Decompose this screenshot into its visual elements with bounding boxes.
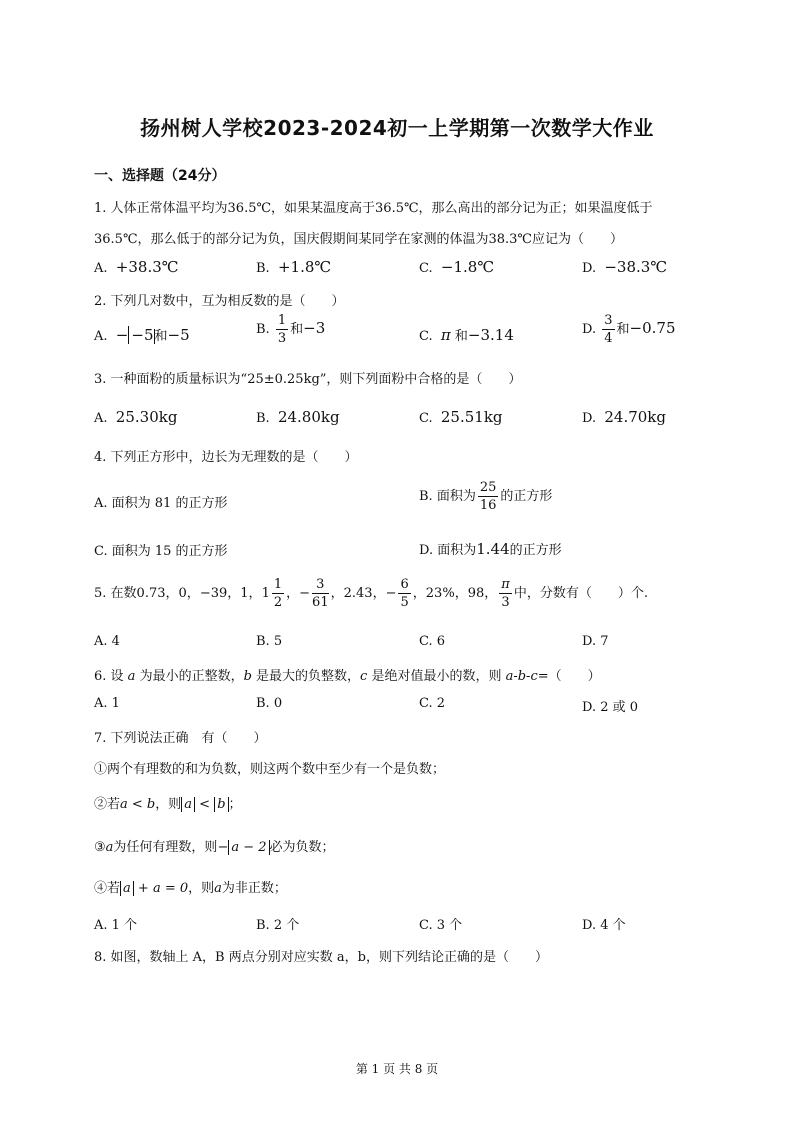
question-1-line-2: 36.5℃，那么低于的部分记为负，国庆假期间某同学在家测的体温为38.3℃应记为（ ） <box>94 232 623 247</box>
q1-option-c: C. −1.8℃ <box>419 258 495 276</box>
q3-option-b: B. 24.80kg <box>256 408 340 426</box>
question-4: 4. 下列正方形中，边长为无理数的是（ ） <box>94 450 358 465</box>
q2-option-a: A. − −5和−5 <box>94 326 190 344</box>
q6-option-b: B. 0 <box>256 696 283 711</box>
q1-option-b: B. +1.8℃ <box>256 258 332 276</box>
q4-option-c: C. 面积为 15 的正方形 <box>94 544 228 559</box>
q5-option-b: B. 5 <box>256 634 283 649</box>
q1-option-a: A. +38.3℃ <box>94 258 179 276</box>
q2-option-d: D. $\frac{3}{4}$ 和−0.75 <box>582 313 676 346</box>
page-footer: 第 1 页 共 8 页 <box>355 1062 439 1076</box>
question-3: 3. 一种面粉的质量标识为“25±0.25kg”，则下列面粉中合格的是（ ） <box>94 372 522 387</box>
question-5: 5. 在数0.73，0，−39，1，1 $\frac{1}{2}$ ，− $\frac{3}{61}$ ，2.43，− $\frac{6}{5}$ ，23%，98， $\frac{\pi}{3}$ 中，分数有（ ）个. <box>94 577 648 610</box>
question-7: 7. 下列说法正确 有（ ） <box>94 731 267 746</box>
q7-option-b: B. 2 个 <box>256 918 300 933</box>
q7-option-c: C. 3 个 <box>419 918 463 933</box>
question-1-line-1: 1. 人体正常体温平均为36.5℃，如果某温度高于36.5℃，那么高出的部分记为正；如果温度低于 <box>94 201 653 216</box>
question-8: 8. 如图，数轴上 A，B 两点分别对应实数 a，b，则下列结论正确的是（ ） <box>94 950 548 965</box>
q3-option-c: C. 25.51kg <box>419 408 503 426</box>
q2-option-b: B. $\frac{1}{3}$ 和−3 <box>256 313 326 346</box>
question-2: 2. 下列几对数中，互为相反数的是（ ） <box>94 294 345 309</box>
question-6: 6. 设 a 为最小的正整数，b 是最大的负整数，c 是绝对值最小的数，则 a-b-c=（ ） <box>94 669 601 684</box>
q2-option-c: C. π 和−3.14 <box>419 326 514 344</box>
q7-statement-1: ①两个有理数的和为负数，则这两个数中至少有一个是负数； <box>94 762 446 777</box>
q6-option-c: C. 2 <box>419 696 446 711</box>
q7-option-d: D. 4 个 <box>582 918 626 933</box>
q4-option-d: D. 面积为1.44的正方形 <box>419 540 562 558</box>
q7-option-a: A. 1 个 <box>94 918 138 933</box>
q5-option-d: D. 7 <box>582 634 609 649</box>
q5-option-a: A. 4 <box>94 634 120 649</box>
q6-option-a: A. 1 <box>94 696 120 711</box>
q6-option-d: D. 2 或 0 <box>582 700 639 715</box>
section-heading: 一、选择题（24分） <box>94 168 226 184</box>
q7-statement-3: ③a为任何有理数，则− a − 2 必为负数； <box>94 840 335 855</box>
q3-option-a: A. 25.30kg <box>94 408 178 426</box>
q4-option-a: A. 面积为 81 的正方形 <box>94 496 228 511</box>
q7-statement-4: ④若 a + a = 0，则a为非正数； <box>94 881 287 896</box>
q1-option-d: D. −38.3℃ <box>582 258 668 276</box>
page-title: 扬州树人学校2023-2024初一上学期第一次数学大作业 <box>140 116 654 140</box>
q5-option-c: C. 6 <box>419 634 446 649</box>
q7-statement-2: ②若a < b，则 a < b ； <box>94 797 242 812</box>
q3-option-d: D. 24.70kg <box>582 408 666 426</box>
q4-option-b: B. 面积为 $\frac{25}{16}$ 的正方形 <box>419 480 553 513</box>
